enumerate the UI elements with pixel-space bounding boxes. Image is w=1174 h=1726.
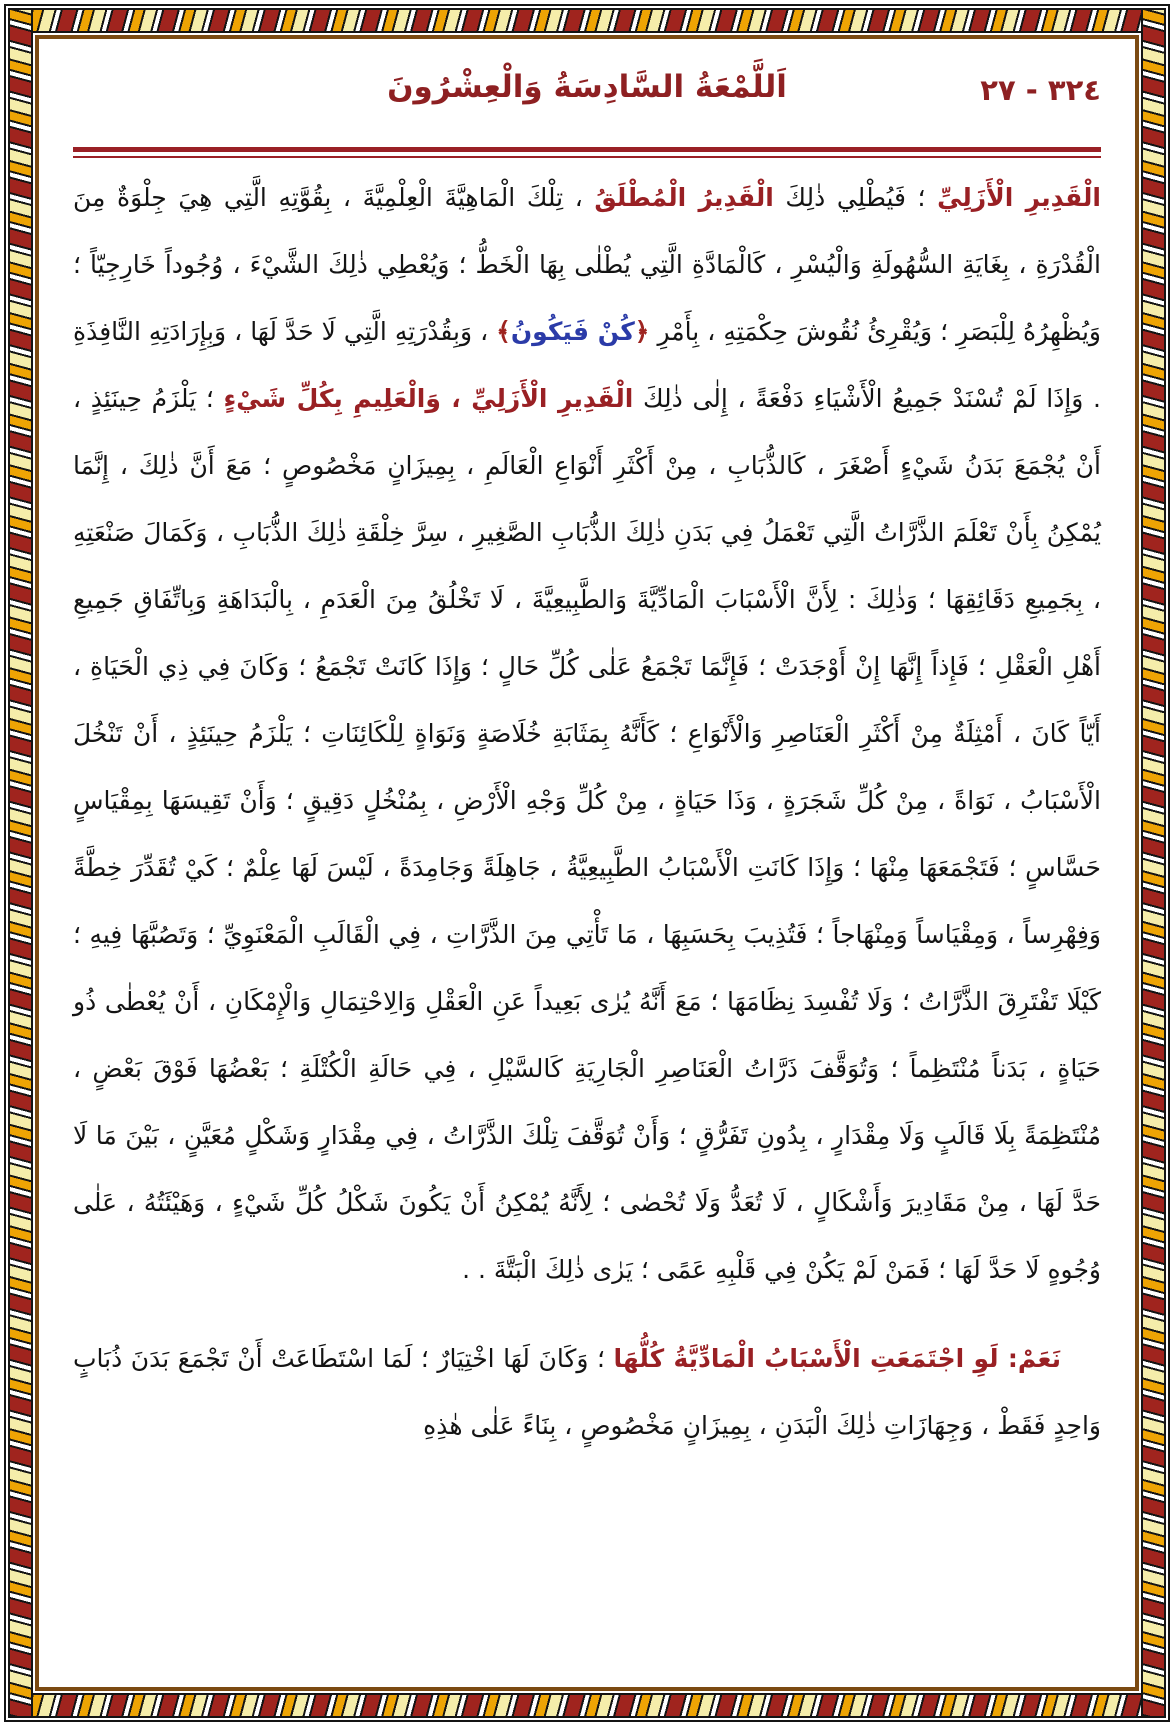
frame-braid-bottom [8, 1693, 1166, 1718]
text-segment: ، تِلْكَ الْمَاهِيَّةَ الْعِلْمِيَّةَ ، بِقُوَّتِهِ الَّتِي هِيَ جِلْوَةٌ مِنَ الْقُدْرَةِ ، بِغَايَةِ السُّهُولَةِ وَالْيُسْرِ ، كَالْمَادَّةِ الَّتِي يُطْلٰى بِهَا الْخَطُّ ؛ وَيُعْطِي ذٰلِكَ الشَّيْءَ ، وُجُوداً خَارِجِيّاً ؛ وَيُظْهِرُهُ لِلْبَصَرِ ؛ وَيُقْرِئُ نُقُوشَ حِكْمَتِهِ ، بِأَمْرِ [73, 183, 1101, 346]
page-title: اَللَّمْعَةُ السَّادِسَةُ وَالْعِشْرُونَ [387, 69, 787, 105]
page-header [73, 61, 1101, 133]
text-segment: ؛ فَيُطْلِي ذٰلِكَ [773, 183, 938, 212]
text-segment: ، وَبِقُدْرَتِهِ الَّتِي لَا حَدَّ لَهَا ، وَبِإِرَادَتِهِ النَّافِذَةِ . وَإِذَا لَمْ تُسْنَدْ جَمِيعُ الْأَشْيَاءِ دَفْعَةً ، إِلٰى ذٰلِكَ [73, 317, 1101, 413]
ayah-bracket-open: ﴿ [634, 317, 650, 346]
quran-quote: كُنْ فَيَكُونُ [510, 317, 635, 346]
paragraph-2 [73, 1325, 1101, 1459]
text-segment-red: نَعَمْ: لَوِ اجْتَمَعَتِ الْأَسْبَابُ الْمَادِّيَّةُ كُلُّهَا [613, 1344, 1061, 1373]
text-segment: ؛ وَكَانَ لَهَا اخْتِيَارٌ ؛ لَمَا اسْتَطَاعَتْ أَنْ تَجْمَعَ بَدَنَ ذُبَابٍ وَاحِدٍ فَقَطْ ، وَجِهَازَاتِ ذٰلِكَ الْبَدَنِ ، بِمِيزَانٍ مَخْصُوصٍ ، بِنَاءً عَلٰى هٰذِهِ [73, 1344, 1101, 1440]
text-segment-red: الْقَدِيرُ الْمُطْلَقُ [594, 183, 774, 212]
frame-braid-left [8, 8, 33, 1718]
body-text [73, 164, 1101, 1459]
text-segment-red: الْقَدِيرِ الْأَزَلِيِّ ، وَالْعَلِيمِ بِكُلِّ شَيْءٍ [223, 384, 634, 413]
text-segment-red: الْقَدِيرِ الْأَزَلِيِّ [937, 183, 1101, 212]
page-content [43, 43, 1131, 1683]
frame-braid-top [8, 8, 1166, 33]
header-divider-rule [73, 147, 1101, 158]
frame-braid-right [1141, 8, 1166, 1718]
ayah-bracket-close: ﴾ [496, 317, 511, 346]
page-number: ٣٢٤ - ٢٧ [980, 73, 1101, 107]
text-segment: ؛ يَلْزَمُ حِينَئِذٍ ، أَنْ يُجْمَعَ بَدَنُ شَيْءٍ أَصْغَرَ ، كَالذُّبَابِ ، مِنْ أَكْثَرِ أَنْوَاعِ الْعَالَمِ ، بِمِيزَانٍ مَخْصُوصٍ ؛ مَعَ أَنَّ ذٰلِكَ ، إِنَّمَا يُمْكِنُ بِأَنْ تَعْلَمَ الذَّرَّاتُ الَّتِي تَعْمَلُ فِي بَدَنِ ذٰلِكَ الذُّبَابِ الصَّغِيرِ ، سِرَّ خِلْقَةِ ذٰلِكَ الذُّبَابِ ، وَكَمَالَ صَنْعَتِهِ ، بِجَمِيعِ دَقَائِقِهَا ؛ وَذٰلِكَ : لِأَنَّ الْأَسْبَابَ الْمَادِّيَّةَ وَالطَّبِيعِيَّةَ ، لَا تَخْلُقُ مِنَ الْعَدَمِ ، بِالْبَدَاهَةِ وَبِاتِّفَاقِ جَمِيعِ أَهْلِ الْعَقْلِ ؛ فَإِذاً إِنَّهَا إِنْ أَوْجَدَتْ ؛ فَإِنَّمَا تَجْمَعُ عَلٰى كُلِّ حَالٍ ؛ وَإِذَا كَانَتْ تَجْمَعُ ؛ وَكَانَ فِي ذِي الْحَيَاةِ ، أَيّاً كَانَ ، أَمْثِلَةٌ مِنْ أَكْثَرِ الْعَنَاصِرِ وَالْأَنْوَاعِ ؛ كَأَنَّهُ بِمَثَابَةِ خُلَاصَةٍ وَنَوَاةٍ لِلْكَائِنَاتِ ؛ يَلْزَمُ حِينَئِذٍ ، أَنْ تَنْخُلَ الْأَسْبَابُ ، نَوَاةً ، مِنْ كُلِّ شَجَرَةٍ ، وَذَا حَيَاةٍ ، مِنْ كُلِّ وَجْهِ الْأَرْضِ ، بِمُنْخُلٍ دَقِيقٍ ؛ وَأَنْ تَقِيسَهَا بِمِقْيَاسٍ حَسَّاسٍ ؛ فَتَجْمَعَهَا مِنْهَا ؛ وَإِذَا كَانَتِ الْأَسْبَابُ الطَّبِيعِيَّةُ ، جَاهِلَةً وَجَامِدَةً ، لَيْسَ لَهَا عِلْمٌ ؛ كَيْ تُقَدِّرَ خِطَّةً وَفِهْرِساً ، وَمِقْيَاساً وَمِنْهَاجاً ؛ فَتُذِيبَ بِحَسَبِهَا ، مَا تَأْتِي مِنَ الذَّرَّاتِ ، فِي الْقَالَبِ الْمَعْنَوِيِّ ؛ وَتَصُبَّهَا فِيهِ ؛ كَيْلَا تَفْتَرِقَ الذَّرَّاتُ ؛ وَلَا تُفْسِدَ نِظَامَهَا ؛ مَعَ أَنَّهُ يُرٰى بَعِيداً عَنِ الْعَقْلِ وَالِاحْتِمَالِ وَالْإِمْكَانِ ، أَنْ يُعْطٰى ذُو حَيَاةٍ ، بَدَناً مُنْتَظِماً ؛ وَتُوَقَّفَ ذَرَّاتُ الْعَنَاصِرِ الْجَارِيَةِ كَالسَّيْلِ ، فِي حَالَةِ الْكُتْلَةِ ؛ بَعْضُهَا فَوْقَ بَعْضٍ ، مُنْتَظِمَةً بِلَا قَالَبٍ وَلَا مِقْدَارٍ ، بِدُونِ تَفَرُّقٍ ؛ وَأَنْ تُوَقَّفَ تِلْكَ الذَّرَّاتُ ، فِي مِقْدَارٍ وَشَكْلٍ مُعَيَّنٍ ، بَيْنَ مَا لَا حَدَّ لَهَا ، مِنْ مَقَادِيرَ وَأَشْكَالٍ ، لَا تُعَدُّ وَلَا تُحْصٰى ؛ لِأَنَّهُ يُمْكِنُ أَنْ يَكُونَ شَكْلُ كُلِّ شَيْءٍ ، وَهَيْئَتُهُ ، عَلٰى وُجُوهٍ لَا حَدَّ لَهَا ؛ فَمَنْ لَمْ يَكُنْ فِي قَلْبِهِ عَمًى ؛ يَرٰى ذٰلِكَ الْبَتَّةَ . . [73, 384, 1101, 1284]
paragraph-1 [73, 164, 1101, 1303]
